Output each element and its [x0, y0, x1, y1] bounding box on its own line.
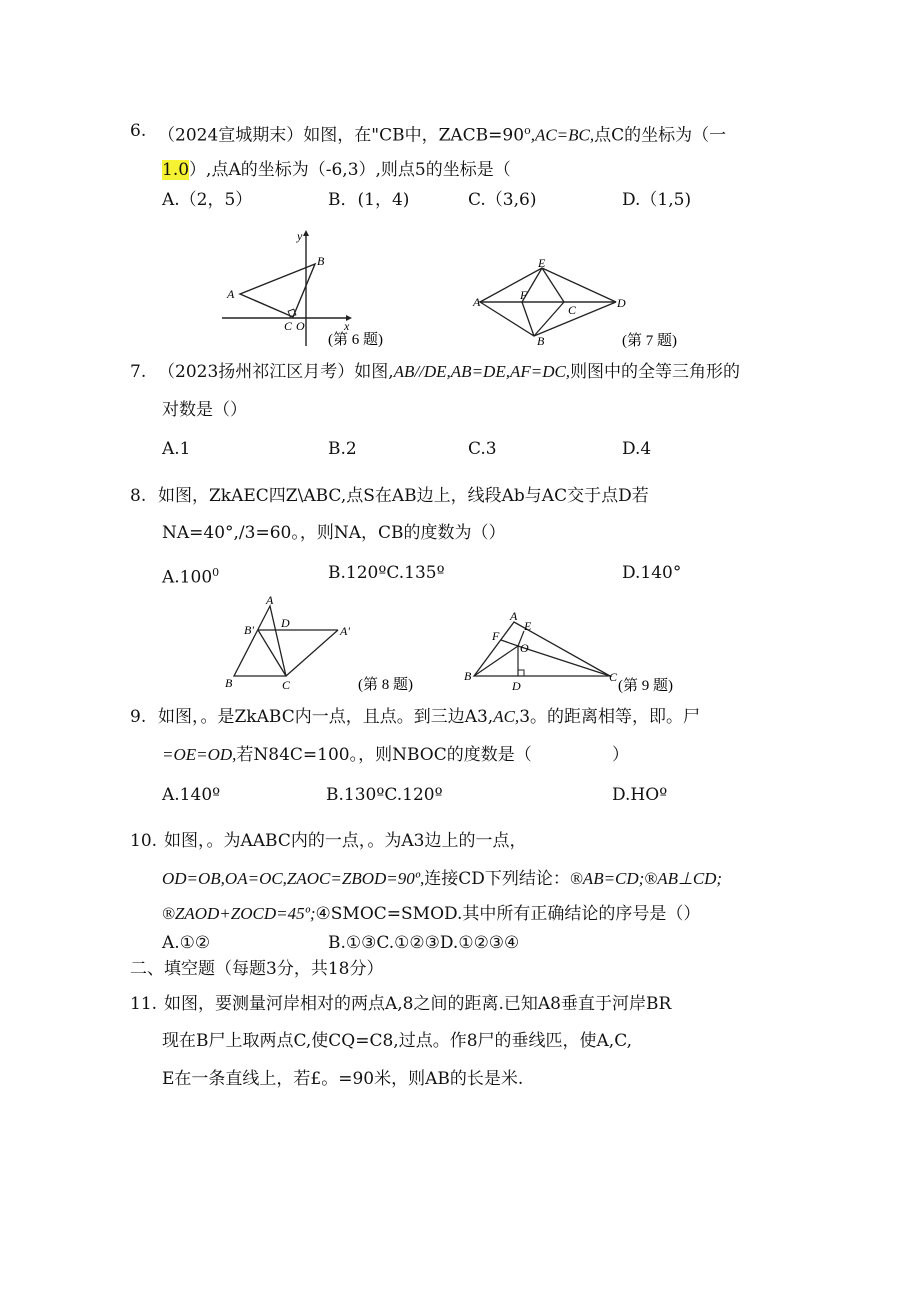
fig8-line-a-prime-c	[286, 630, 338, 676]
q11-line-1: 如图，要测量河岸相对的两点A,8之间的距离.已知A8垂直于河岸BR	[164, 994, 672, 1014]
q7-text-b: 则图中的全等三角形的	[570, 362, 741, 382]
q7-number: 7.	[130, 362, 147, 382]
fig6-y-arrow	[303, 230, 309, 236]
q7-line-1	[158, 361, 740, 383]
q9-italic-1: AC,	[493, 707, 520, 726]
fig6-label-o: O	[296, 319, 305, 333]
q7-italic: AB//DE,AB=DE,AF=DC,	[393, 362, 571, 381]
q10-text-a: 连接CD下列结论：	[424, 869, 570, 889]
q10-italic-3: ®ZAOD+ZOCD=45º;	[162, 904, 316, 923]
fig9-label-b: B	[464, 669, 472, 683]
q6-text-b: 点C的坐标为（一	[594, 125, 727, 146]
q9-option-d: D.HOº	[612, 785, 668, 805]
q9-text-b: 3。的距离相等，即。尸	[519, 707, 701, 727]
fig9-line-bo	[474, 646, 518, 676]
fig8-label-a: A	[266, 593, 274, 607]
fig7-caption: (第 7 题)	[622, 333, 677, 349]
fig8-label-b-prime: B'	[244, 623, 254, 637]
q8-line-2: NA=40°,/3=60。，则NA，CB的度数为（）	[162, 523, 506, 543]
q7-option-a: A.1	[162, 439, 191, 459]
section-2-heading: 二、填空题（每题3分，共18分）	[130, 959, 384, 979]
figure-7	[470, 256, 700, 352]
q11-line-3: E在一条直线上，若£。=90米，则AB的长是米.	[162, 1069, 524, 1089]
fig8-label-a-prime: A'	[340, 624, 350, 638]
q6-line-1	[158, 120, 726, 147]
fig7-label-e: E	[538, 256, 546, 270]
q11-line-2: 现在B尸上取两点C,使CQ=C8,过点。作8尸的垂线匹，使A,C,	[162, 1031, 633, 1051]
q6-text-c: ）,点A的坐标为（-6,3）,则点5的坐标是（	[189, 160, 511, 180]
q7-text-a: （2023扬州祁江区月考）如图,	[158, 362, 394, 382]
fig8-label-c: C	[282, 678, 291, 692]
fig6-triangle	[240, 264, 315, 317]
q10-line-1: 如图，。为AABC内的一点，。为A3边上的一点，	[164, 831, 527, 851]
fig6-label-c: C	[284, 319, 293, 333]
q8-number: 8.	[130, 486, 147, 506]
fig7-shape-upper	[480, 268, 616, 302]
figure-9	[460, 610, 700, 698]
fig8-label-d: D	[281, 616, 290, 630]
q9-text-c: 若N84C=100。，则NBOC的度数是（	[236, 745, 532, 765]
fig6-label-y: y	[297, 229, 303, 243]
q9-option-a: A.140º	[162, 785, 221, 805]
q10-number: 10.	[130, 831, 158, 851]
q9-number: 9.	[130, 707, 147, 727]
fig8-caption: (第 8 题)	[358, 677, 413, 693]
q7-option-d: D.4	[622, 439, 652, 459]
q10-line-2	[162, 868, 722, 890]
q6-option-a: A.（2，5）	[162, 190, 253, 210]
q11-number: 11.	[130, 994, 158, 1014]
fig9-label-o: O	[520, 641, 529, 655]
fig6-label-x: x	[344, 319, 350, 333]
q10-text-b: ④SMOC=SMOD.其中所有正确结论的序号是（）	[315, 904, 701, 924]
fig9-label-a: A	[510, 610, 518, 623]
fig8-triangle-abc	[234, 606, 286, 676]
q9-italic-2: =OE=OD,	[162, 745, 237, 764]
figure-6	[218, 226, 418, 352]
q10-italic-2: ®AB=CD;®AB⊥CD;	[569, 869, 723, 888]
q6-text-a: （2024宣城期末）如图，在"CB中，ZACB=90	[158, 125, 525, 146]
fig6-right-angle-mark	[288, 309, 296, 317]
q6-option-c: C.（3,6)	[468, 190, 537, 210]
q9-option-bc: B.130ºC.120º	[326, 785, 443, 805]
q8-option-a	[162, 562, 219, 589]
q8-line-1: 如图，ZkAEC四Z\ABC,点S在AB边上，线段Ab与AC交于点D若	[158, 486, 649, 506]
fig9-line-of	[501, 640, 518, 646]
fig7-label-d: D	[617, 296, 626, 310]
q7-option-c: C.3	[468, 439, 497, 459]
fig9-label-e: E	[524, 619, 532, 633]
q7-line-2: 对数是（）	[162, 400, 247, 420]
q10-option-bcd: B.①③C.①②③D.①②③④	[328, 933, 520, 953]
fig7-label-b: B	[537, 334, 545, 348]
q6-highlight: 1.0	[162, 160, 190, 180]
fig7-line-cb	[534, 302, 564, 336]
q6-italic: ,AC=BC,	[530, 125, 595, 145]
q8-option-bc: B.120ºC.135º	[328, 563, 445, 583]
q6-degree: o	[524, 124, 531, 137]
q6-option-b: B．(1，4)	[328, 190, 410, 210]
fig7-label-a: A	[473, 295, 481, 309]
q8-option-a-text: A.100	[162, 567, 213, 588]
fig6-label-b: B	[317, 254, 325, 268]
q10-line-3	[162, 903, 700, 925]
fig8-line-b-prime-c	[258, 630, 286, 676]
fig7-shape-lower	[480, 302, 616, 336]
q6-line-2	[162, 159, 511, 181]
fig7-line-fb	[522, 302, 534, 336]
fig9-label-f: F	[492, 629, 500, 643]
q8-option-a-sup: 0	[212, 566, 220, 579]
q9-line-1	[158, 706, 700, 728]
fig7-label-f: F	[520, 288, 528, 302]
fig9-label-c: C	[609, 670, 618, 684]
fig6-caption: (第 6 题)	[328, 332, 383, 348]
q6-number: 6.	[130, 121, 147, 141]
fig9-right-angle-mark	[518, 670, 524, 676]
q9-line-2	[162, 744, 532, 766]
q6-option-d: D.（1,5)	[622, 190, 692, 210]
fig9-caption: (第 9 题)	[618, 678, 673, 694]
fig7-label-c: C	[568, 303, 577, 317]
fig9-label-d: D	[512, 679, 521, 693]
fig8-label-b: B	[225, 676, 233, 690]
fig6-label-a: A	[227, 287, 235, 301]
q9-line-2-close: ）	[612, 745, 629, 765]
q10-option-a: A.①②	[162, 933, 211, 953]
q9-text-a: 如图，。是ZkABC内一点，且点。到三边A3,	[158, 707, 494, 727]
q10-italic-1: OD=OB,OA=OC,ZAOC=ZBOD=90º,	[162, 869, 425, 888]
q8-option-d: D.140°	[622, 563, 682, 583]
figure-8	[220, 592, 440, 696]
q7-option-b: B.2	[328, 439, 357, 459]
